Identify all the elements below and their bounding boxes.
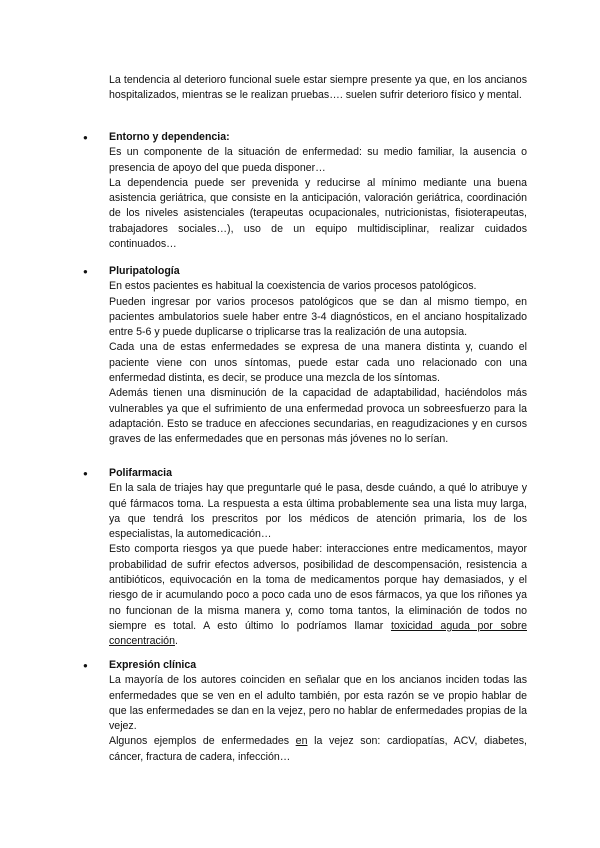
underlined-term: toxicidad aguda por sobre concentración bbox=[109, 619, 527, 648]
paragraph bbox=[109, 734, 527, 765]
section-body bbox=[109, 481, 527, 649]
paragraph-end: . bbox=[174, 635, 178, 648]
section-polifarmacia bbox=[83, 466, 527, 650]
section-pluripatologia bbox=[83, 264, 527, 448]
section-heading: Entorno y dependencia: bbox=[109, 131, 230, 143]
section-body bbox=[109, 279, 527, 447]
paragraph: Cada una de estas enfermedades se expresa de una manera distinta y, cuando el paciente viene con unos síntomas, puede estar cada uno relacionado con una enfermedad distinta, es decir, se produce una mezcla de los síntomas. bbox=[109, 341, 527, 385]
paragraph bbox=[109, 542, 527, 649]
bullet-icon: ● bbox=[83, 133, 88, 142]
underlined-term: en bbox=[295, 735, 308, 748]
section-heading: Polifarmacia bbox=[109, 467, 173, 479]
paragraph-text: Esto comporta riesgos ya que puede haber: interacciones entre medicamentos, mayor probabilidad de sufrir efectos adversos, posibilidad de descompensación, resistencia a antibióticos, equivocación en la toma de medicamentos porque hay demasiados, y el riesgo de ir acumulando poco a poco cada uno de esos fármacos, ya que los riñones ya no funcionan de la misma manera y, como toma tantos, la eliminación de todos no siempre es total. A esto último lo podríamos llamar bbox=[109, 543, 527, 632]
paragraph: Además tienen una disminución de la capacidad de adaptabilidad, haciéndolos más vulnerables ya que el sufrimiento de una enfermedad provoca un sobreesfuerzo para la adaptación. Esto se traduce en afecciones secundarias, en reagudizaciones y en cursos graves de las enfermedades que en personas más jóvenes no lo serían. bbox=[109, 387, 527, 446]
paragraph: La mayoría de los autores coinciden en señalar que en los ancianos inciden todas las enfermedades que se ven en el adulto también, por esta razón se ve propio hablar de que las enfermedades se dan en la vejez, pero no hablar de enfermedades propias de la vejez. bbox=[109, 674, 527, 733]
section-heading: Expresión clínica bbox=[109, 659, 197, 671]
section-heading: Pluripatología bbox=[109, 265, 180, 277]
paragraph-text: Algunos ejemplos de enfermedades bbox=[109, 735, 296, 748]
paragraph: Es un componente de la situación de enfermedad: su medio familiar, la ausencia o presencia de apoyo del que pueda disponer… bbox=[109, 146, 527, 174]
section-body bbox=[109, 145, 527, 252]
paragraph-end: la vejez son: cardiopatías, ACV, diabetes, cáncer, fractura de cadera, infección… bbox=[109, 735, 527, 763]
paragraph: En estos pacientes es habitual la coexistencia de varios procesos patológicos. bbox=[109, 280, 477, 293]
paragraph: En la sala de triajes hay que preguntarle qué le pasa, desde cuándo, a qué lo atribuye y qué fármacos toma. La respuesta a esta última probablemente sea una lista muy larga, ya que tendrá los prescritos por los médicos de atención primaria, los de los especialistas, la automedicación… bbox=[109, 482, 527, 541]
paragraph: Pueden ingresar por varios procesos patológicos que se dan al mismo tiempo, en pacientes ambulatorios suele haber entre 3-4 diagnósticos, en el anciano hospitalizado entre 5-6 y puede duplicarse o triplicarse tras la realización de una autopsia. bbox=[109, 295, 527, 339]
bullet-icon: ● bbox=[83, 661, 88, 670]
section-body bbox=[109, 673, 527, 765]
intro-paragraph: La tendencia al deterioro funcional suele estar siempre presente ya que, en los ancianos hospitalizados, mientras se le realizan pruebas…. suelen sufrir deterioro físico y mental. bbox=[109, 74, 527, 102]
paragraph: La dependencia puede ser prevenida y reducirse al mínimo mediante una buena asistencia geriátrica, que consiste en la anticipación, valoración geriátrica, coordinación de los niveles asistenciales (terapeutas ocupacionales, nutricionistas, fisioterapeutas, trabajadores sociales…), uso de un equipo multidisciplinar, realizar cuidados continuados… bbox=[109, 176, 527, 251]
section-entorno bbox=[83, 130, 527, 252]
section-expresion-clinica bbox=[83, 658, 527, 765]
bullet-icon: ● bbox=[83, 267, 88, 276]
bullet-icon: ● bbox=[83, 469, 88, 478]
